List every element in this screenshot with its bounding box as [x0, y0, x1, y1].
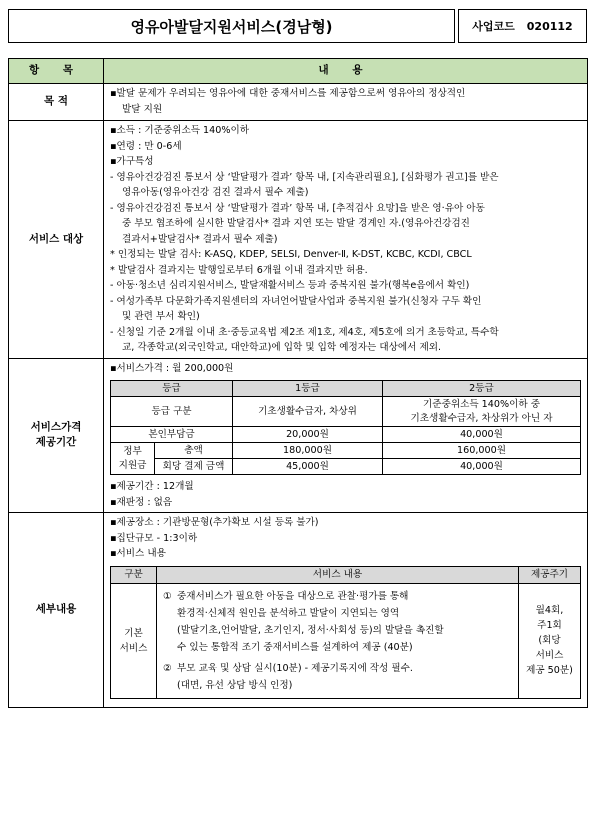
- target-line: - 아동·청소년 심리지원서비스, 발달재활서비스 등과 중복지원 불가(행복e음에서 확인): [110, 280, 470, 291]
- group-line: ▪집단규모 - 1:3이하: [110, 532, 198, 544]
- content-header: 서비스 내용: [157, 566, 519, 583]
- table-row: [111, 381, 581, 397]
- target-line: - 영유아건강검진 통보서 상 ‘발달평가 결과’ 항목 내, [추적검사 요망]을 받은 영·유아 아동: [110, 202, 485, 214]
- service-item-line: 부모 교육 및 상담 실시(10분) - 제공기록지에 작성 필수.: [177, 662, 413, 674]
- gov-support-label: [111, 443, 155, 475]
- grade2-desc-line: 기초생활수급자, 차상위가 아닌 자: [410, 412, 553, 424]
- service-content-cell: [157, 583, 519, 698]
- place-line: ▪제공장소 : 기관방문형(추가확보 시설 등록 불가): [110, 517, 319, 528]
- period-line: ▪제공기간 : 12개월: [110, 481, 194, 492]
- business-code-box: [458, 9, 587, 43]
- self-pay-g1: 20,000원: [233, 427, 383, 443]
- service-content-line: ▪서비스 내용: [110, 548, 166, 559]
- rejudge-line: ▪재판정 : 없음: [110, 496, 173, 508]
- purpose-label: 목 적: [9, 84, 104, 121]
- business-code-label: 사업코드: [472, 20, 515, 33]
- target-line: 영유아동(영유아건강 검진 결과서 필수 제출): [122, 187, 309, 198]
- service-item: [163, 588, 512, 605]
- grade2-desc: [383, 397, 581, 427]
- per-session-g1: 45,000원: [233, 459, 383, 475]
- target-line: 및 관련 부서 확인): [122, 311, 200, 322]
- price-label: [9, 358, 104, 513]
- table-row: [111, 397, 581, 427]
- target-row: [9, 121, 588, 359]
- table-row: [111, 443, 581, 459]
- gov-support-label-line: 정부: [123, 445, 142, 457]
- target-label: 서비스 대상: [9, 121, 104, 359]
- cycle-header: 제공주기: [519, 566, 581, 583]
- grade1-desc: 기초생활수급자, 차상위: [233, 397, 383, 427]
- cycle-line: 제공 50분): [526, 665, 573, 676]
- gov-support-label-line: 지원금: [118, 459, 147, 471]
- total-g2: 160,000원: [383, 443, 581, 459]
- grade1-header: 1등급: [233, 381, 383, 397]
- item-number: ①: [163, 590, 172, 602]
- purpose-row: [9, 84, 588, 121]
- target-line: ▪가구특성: [110, 156, 154, 167]
- price-content: [104, 358, 588, 513]
- business-code-value: 020112: [526, 19, 573, 33]
- service-item-line: 중재서비스가 필요한 아동을 대상으로 관찰·평가를 통해: [177, 590, 409, 602]
- service-type-line: 서비스: [119, 642, 148, 654]
- service-item-line: (대면, 유선 상담 방식 인정): [177, 679, 293, 691]
- service-item-line: 수 있는 통합적 조기 중재서비스를 설계하여 제공 (40분): [177, 641, 413, 653]
- detail-content: [104, 513, 588, 708]
- table-row: [111, 583, 581, 698]
- target-line: 중 부모 협조하에 실시한 발달검사* 결과 지연 또는 발달 경계인 자.(영유아건강검진: [122, 218, 470, 229]
- self-pay-label: 본인부담금: [111, 427, 233, 443]
- service-item-line: 환경적·신체적 원인을 분석하고 발달이 지연되는 영역: [177, 607, 400, 619]
- cycle-line: (회당: [538, 635, 561, 646]
- service-info-table: [8, 58, 588, 708]
- price-label-line: 서비스가격: [30, 420, 82, 433]
- grade2-header: 2등급: [383, 381, 581, 397]
- target-line: - 신청일 기준 2개월 이내 초·중등교육법 제2조 제1호, 제4호, 제5호에 의거 초등학교, 특수학: [110, 326, 499, 338]
- self-pay-g2: 40,000원: [383, 427, 581, 443]
- grade-table: [110, 380, 581, 475]
- service-content-table: [110, 566, 581, 699]
- cycle-line: 주1회: [537, 620, 562, 631]
- service-item: [163, 660, 512, 677]
- per-session-g2: 40,000원: [383, 459, 581, 475]
- period-label-line: 제공기간: [35, 436, 77, 449]
- cycle-line: 월4회,: [535, 605, 564, 616]
- table-row: [111, 459, 581, 475]
- target-line: * 인정되는 발달 검사: K-ASQ, KDEP, SELSI, Denver-Ⅱ, K-DST, KCBC, KCDI, CBCL: [110, 249, 472, 260]
- grade-header: 등급: [111, 381, 233, 397]
- total-g1: 180,000원: [233, 443, 383, 459]
- table-row: [111, 566, 581, 583]
- target-line: * 발달검사 결과지는 발행일로부터 6개월 이내 결과지만 허용.: [110, 264, 368, 276]
- target-line: - 여성가족부 다문화가족지원센터의 자녀언어발달사업과 중복지원 불가(신청자 구두 확인: [110, 295, 482, 307]
- service-type-line: 기본: [124, 627, 143, 639]
- price-row: [9, 358, 588, 513]
- target-line: 교, 각종학교(외국인학교, 대안학교)에 입학 및 입학 예정자는 대상에서 제외.: [122, 342, 442, 353]
- service-item-line: (발달기초,언어발달, 초기인지, 정서·사회성 등)의 발달을 촉진할: [177, 624, 444, 636]
- cycle-cell: [519, 583, 581, 698]
- header-content: 내 용: [104, 59, 588, 84]
- target-line: ▪소득 : 기준중위소득 140%이하: [110, 125, 249, 136]
- per-session-label: 회당 결제 금액: [155, 459, 233, 475]
- grade-category-label: 등급 구분: [111, 397, 233, 427]
- detail-row: [9, 513, 588, 708]
- service-type: [111, 583, 157, 698]
- detail-label: 세부내용: [9, 513, 104, 708]
- table-header-row: [9, 59, 588, 84]
- target-line: - 영유아건강검진 통보서 상 ‘발달평가 결과’ 항목 내, [지속관리필요], [심화평가 권고]를 받은: [110, 171, 499, 183]
- purpose-content: [104, 84, 588, 121]
- document-title: 영유아발달지원서비스(경남형): [8, 9, 455, 43]
- purpose-line: ▪발달 문제가 우려되는 영유아에 대한 중재서비스를 제공함으로써 영유아의 정상적인: [110, 88, 466, 99]
- purpose-line: 발달 지원: [122, 103, 163, 115]
- target-line: ▪연령 : 만 0-6세: [110, 140, 182, 152]
- target-content: [104, 121, 588, 359]
- header-item: 항 목: [9, 59, 104, 84]
- target-line: 결과서+발달검사* 결과서 필수 제출): [122, 233, 278, 245]
- table-row: [111, 427, 581, 443]
- item-number: ②: [163, 662, 172, 674]
- total-label: 총액: [155, 443, 233, 459]
- grade2-desc-line: 기준중위소득 140%이하 중: [423, 398, 540, 410]
- price-line: ▪서비스가격 : 월 200,000원: [110, 362, 234, 374]
- type-header: 구분: [111, 566, 157, 583]
- cycle-line: 서비스: [535, 650, 564, 661]
